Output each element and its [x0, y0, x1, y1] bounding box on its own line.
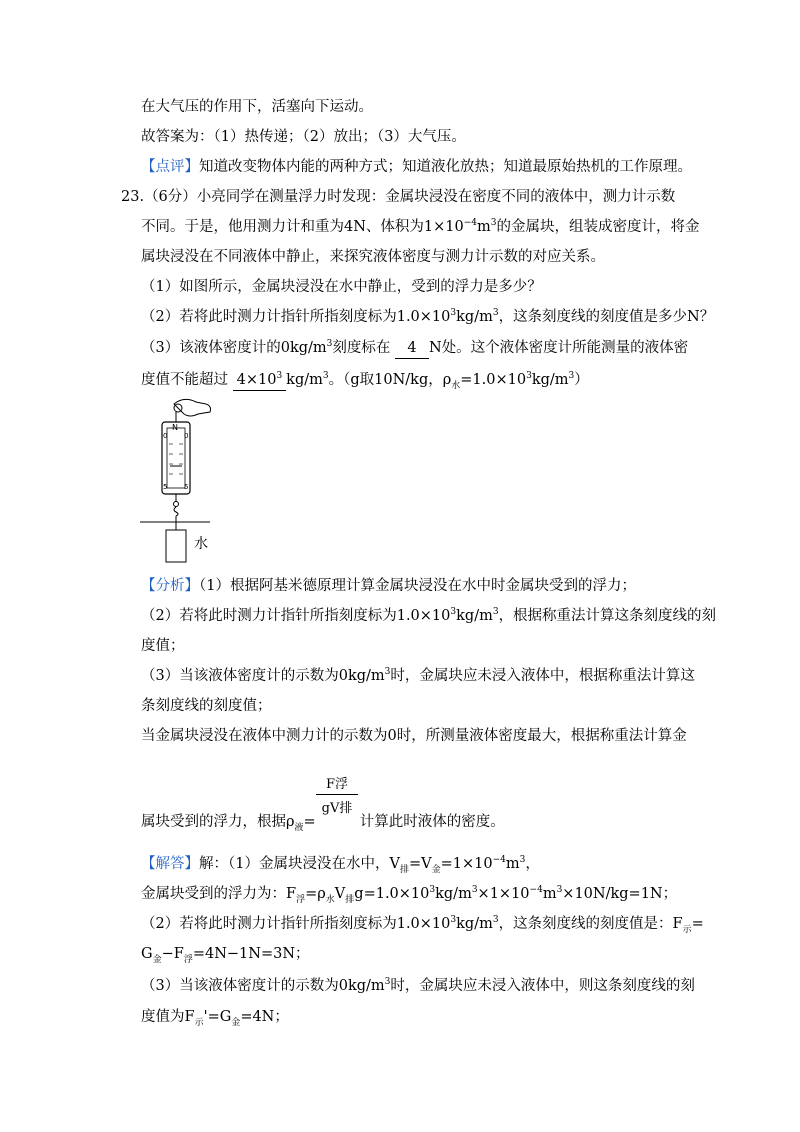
analysis-line: （3）当该液体密度计的示数为$0kg/m^3$时，金属块应未浸入液体中，根据称重法计算这 — [141, 667, 695, 684]
analysis-line: 当金属块浸没在液体中测力计的示数为0时，所测量液体密度最大，根据称重法计算金 — [141, 728, 687, 744]
comment-line: 【点评】知道改变物体内能的两种方式；知道液化放热；知道最原始热机的工作原理。 — [141, 159, 692, 175]
spring-scale-figure — [140, 396, 230, 572]
scale-unit: N — [172, 423, 178, 432]
solution-line: （2）若将此时测力计指针所指刻度标为$1.0\times 10^3kg/m^3$，这条刻度线的刻度值是：$F_示=$ — [141, 915, 704, 935]
analysis-line: 条刻度线的刻度值； — [141, 698, 272, 714]
text-line: 在大气压的作用下，活塞向下运动。 — [141, 99, 373, 115]
analysis-line: 【分析】（1）根据阿基米德原理计算金属块浸没在水中时金属块受到的浮力； — [141, 578, 636, 594]
question-part: （1）如图所示，金属块浸没在水中静止，受到的浮力是多少？ — [141, 279, 542, 295]
analysis-line: 度值； — [141, 638, 185, 654]
fraction-denominator: gV排 — [321, 801, 353, 816]
scale-label: 0 — [163, 432, 168, 440]
solution-line: 【解答】解：（1）金属块浸没在水中，$V_排=V_金=1\times 10^{-4}m^3$， — [141, 855, 540, 875]
analysis-line: 属块受到的浮力，根据$\rho_液=$ 计算此时液体的密度。 — [141, 814, 505, 833]
density-fraction — [316, 773, 358, 816]
question-line: 23.（6分）小亮同学在测量浮力时发现：金属块浸没在密度不同的液体中，测力计示数 — [121, 189, 676, 205]
solution-line: （3）当该液体密度计的示数为$0kg/m^3$时，金属块应未浸入液体中，则这条刻度线的刻 — [141, 977, 695, 994]
question-line: 不同。于是，他用测力计和重为4N、体积为$1\times 10^{-4}m^3$的金属块，组装成密度计，将金 — [141, 218, 700, 235]
fraction-numerator: F浮 — [325, 777, 349, 792]
answer-blank: $4\times 10^3$ — [233, 370, 287, 391]
solution-line: $G_金-F_浮=4N-1N=3N$； — [141, 946, 310, 965]
analysis-tag: 【分析】 — [141, 578, 199, 594]
water-label: 水 — [194, 536, 208, 552]
hand-icon — [174, 399, 211, 416]
comment-tag: 【点评】 — [141, 159, 199, 175]
scale-label: 5 — [163, 483, 168, 491]
answer-blank: 4 — [395, 338, 429, 359]
metal-block — [166, 530, 186, 562]
scale-label: 0 — [184, 432, 189, 440]
scale-label: 5 — [184, 483, 189, 491]
analysis-line: （2）若将此时测力计指针所指刻度标为$1.0\times 10^3kg/m^3$，根据称重法计算这条刻度线的刻 — [141, 607, 717, 624]
solution-tag: 【解答】 — [141, 856, 199, 872]
solution-line: 度值为$F_示'=G_金=4N$； — [141, 1009, 289, 1028]
question-part: （3）该液体密度计的$0kg/m^3$刻度标在 4 N处。这个液体密度计所能测量的液体密 — [141, 338, 688, 359]
text-line: 故答案为：（1）热传递；（2）放出；（3）大气压。 — [141, 129, 466, 145]
question-part: 度值不能超过 $4\times 10^3$ $kg/m^3$。（g取10N/kg，$\rho_水=1.0\times 10^3kg/m^3$） — [141, 371, 589, 391]
solution-line: 金属块受到的浮力为：$F_浮=\rho_水V_排g=1.0\times 10^3kg/m^3\times 1\times 10^{-4}m^3\times 10N/kg=1N$； — [141, 885, 678, 905]
question-part: （2）若将此时测力计指针所指刻度标为$1.0\times 10^3kg/m^3$，这条刻度线的刻度值是多少N？ — [141, 308, 715, 325]
question-line: 属块浸没在不同液体中静止，来探究液体密度与测力计示数的对应关系。 — [141, 249, 605, 265]
question-number: 23. — [121, 189, 145, 205]
